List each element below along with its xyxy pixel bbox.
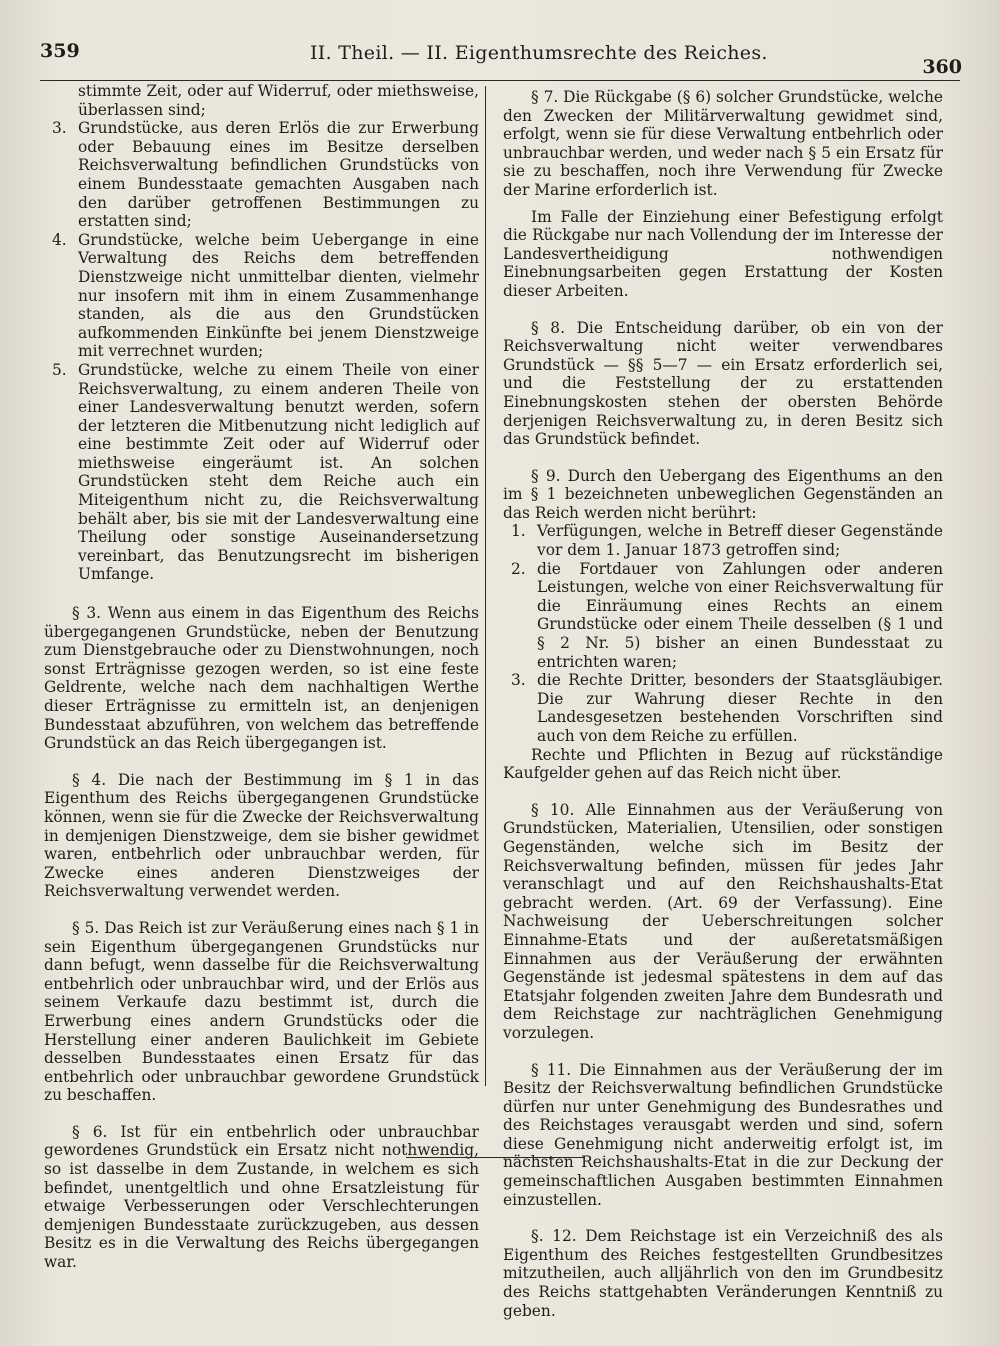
section-9-continued: Rechte und Pflichten in Bezug auf rückständige Kaufgelder gehen auf das Reich nicht über. (503, 745, 943, 783)
section-4: § 4. Die nach der Bestimmung im § 1 in das Eigenthum des Reichs übergegangenen Grundstücke können, wenn sie für die Zwecke der Reichsverwaltung in demjenigen Dienstzweige, dem sie bisher gewidmet waren, entbehrlich oder unbrauchbar werden, für Zwecke eines anderen Dienstzweiges der Reichsverwaltung verwendet werden. (44, 770, 479, 901)
item-number: 1. (511, 522, 526, 541)
header-rule (40, 80, 960, 81)
item-text: die Rechte Dritter, besonders der Staatsgläubiger. Die zur Wahrung dieser Rechte in den Landesgesetzen bestehenden Vorschriften sind auch von dem Reiche zu erfüllen. (537, 671, 943, 745)
list-item (503, 560, 943, 672)
page-header (40, 38, 962, 78)
left-column (44, 82, 479, 1272)
section-5: § 5. Das Reich ist zur Veräußerung eines nach § 1 in sein Eigenthum übergegangenen Grundstücks nur dann befugt, wenn dasselbe für die Reichsverwaltung entbehrlich oder unbrauchbar wird, und der Erlös aus seinem Verkaufe dazu bestimmt ist, durch die Erwerbung eines andern Grundstücks oder die Herstellung einer anderen Baulichkeit im Gebiete desselben Bundesstaates einen Ersatz für das entbehrlich oder unbrauchbar gewordene Grundstück zu beschaffen. (44, 918, 479, 1105)
right-column (503, 82, 943, 1320)
item-text: Grundstücke, welche beim Uebergange in eine Verwaltung des Reichs dem betreffenden Dienstzweige nicht unmittelbar dienten, vielmehr nur insofern mit ihm in einem Zusammenhange standen, als die aus den Grundstücken aufkommenden Einkünfte bei jenem Dienstzweige mit verrechnet wurden; (78, 230, 479, 361)
section-10: § 10. Alle Einnahmen aus der Veräußerung von Grundstücken, Materialien, Utensilien, oder sonstigen Gegenständen, welche sich im Besitz der Reichsverwaltung befinden, müssen für jedes Jahr veranschlagt und auf den Reichshaushalts-Etat gebracht werden. (Art. 69 der Verfassung). Eine Nachweisung der Ueberschreitungen solcher Einnahme-Etats und der außeretatsmäßigen Einnahmen aus der Veräußerung der erwähnten Gegenstände ist jedesmal spätestens in dem auf das Etatsjahr folgenden zweiten Jahre dem Bundesrath und dem Reichstage zur nachträglichen Genehmigung vorzulegen. (503, 800, 943, 1042)
item-number: 4. (52, 230, 67, 249)
section-11: § 11. Die Einnahmen aus der Veräußerung der im Besitz der Reichsverwaltung befindlichen Grundstücke dürfen nur unter Genehmigung des Bundesrathes und des Reichstages verausgabt werden und sind, sofern diese Genehmigung nicht anderweitig erfolgt ist, im nächsten Reichshaushalts-Etat in die zur Deckung der gemeinschaftlichen Ausgaben bestimmten Einnahmen einzustellen. (503, 1060, 943, 1209)
list-item (44, 361, 479, 584)
item-text: die Fortdauer von Zahlungen oder anderen Leistungen, welche von einer Reichsverwaltung für die Einräumung eines Rechts an einem Grundstücke oder einem Theile desselben (§ 1 und § 2 Nr. 5) bisher an einen Bundesstaat zu entrichten waren; (537, 559, 943, 671)
section-12: §. 12. Dem Reichstage ist ein Verzeichniß des als Eigenthum des Reiches festgestellten Grundbesitzes mitzutheilen, auch alljährlich von den im Grundbesitz des Reichs stattgehabten Veränderungen Kenntniß zu geben. (503, 1227, 943, 1320)
section-9: § 9. Durch den Uebergang des Eigenthums an den im § 1 bezeichneten unbeweglichen Gegenständen an das Reich werden nicht berührt: (503, 466, 943, 522)
section-6: § 6. Ist für ein entbehrlich oder unbrauchbar gewordenes Grundstück ein Ersatz nicht nothwendig, so ist dasselbe in dem Zustande, in welchem es sich befindet, unentgeltlich und ohne Ersatzleistung für etwaige Verbesserungen oder Verschlechterungen demjenigen Bundesstaate zurückzugeben, aus dessen Besitz es in die Verwaltung des Reichs übergegangen war. (44, 1122, 479, 1272)
item-number: 2. (511, 559, 526, 578)
continued-item: stimmte Zeit, oder auf Widerruf, oder miethsweise, überlassen sind; (78, 82, 479, 119)
section-3: § 3. Wenn aus einem in das Eigenthum des Reichs übergegangenen Grundstücke, neben der Benutzung zum Dienstgebrauche oder zu Dienstwohnungen, noch sonst Erträgnisse gezogen werden, so ist eine feste Geldrente, welche nach dem nachhaltigen Werthe dieser Erträgnisse zu ermitteln ist, an denjenigen Bundesstaat abzuführen, von welchem das betreffende Grundstück an das Reich übergegangen ist. (44, 604, 479, 753)
page-number-right: 360 (922, 56, 962, 78)
list-item (503, 522, 943, 559)
item-number: 3. (511, 671, 526, 690)
list-item (503, 671, 943, 745)
item-text: Verfügungen, welche in Betreff dieser Gegenstände vor dem 1. Januar 1873 getroffen sind; (537, 522, 943, 560)
page-number-left: 359 (40, 40, 80, 62)
running-title: II. Theil. — II. Eigenthumsrechte des Reiches. (310, 42, 768, 64)
section-7: § 7. Die Rückgabe (§ 6) solcher Grundstücke, welche den Zwecken der Militärverwaltung gewidmet sind, erfolgt, wenn sie für diese Verwaltung entbehrlich oder unbrauchbar werden, und weder nach § 5 ein Ersatz für sie zu beschaffen, noch ihre Verwendung für Zwecke der Marine erforderlich ist. (503, 88, 944, 199)
section-7-continued: Im Falle der Einziehung einer Befestigung erfolgt die Rückgabe nur nach Vollendung der im Interesse der Landesvertheidigung nothwendigen Einebnungsarbeiten gegen Erstattung der Kosten dieser Arbeiten. (503, 207, 943, 300)
item-text: Grundstücke, welche zu einem Theile von einer Reichsverwaltung, zu einem anderen Theile von einer Landesverwaltung benutzt werden, sofern der letzteren die Mitbenutzung nicht lediglich auf eine bestimmte Zeit oder auf Widerruf oder miethsweise eingeräumt ist. An solchen Grundstücken steht dem Reiche auch ein Miteigenthum nicht zu, die Reichsverwaltung behält aber, bis sie mit der Landesverwaltung eine Theilung oder sonstige Auseinandersetzung vereinbart, das Benutzungsrecht im bisherigen Umfange. (78, 360, 479, 584)
item-number: 5. (52, 360, 67, 379)
section-8: § 8. Die Entscheidung darüber, ob ein von der Reichsverwaltung nicht weiter verwendbares Grundstück — §§ 5—7 — ein Ersatz erforderlich sei, und die Feststellung der zu erstattenden Einebnungskosten stehen der obersten Behörde derjenigen Reichsverwaltung zu, in deren Besitz sich das Grundstück befindet. (503, 318, 943, 449)
column-divider (485, 86, 486, 1086)
closing-rule (406, 1157, 584, 1158)
item-number: 3. (52, 119, 67, 138)
list-item (44, 231, 479, 361)
list-item (44, 119, 479, 231)
item-text: Grundstücke, aus deren Erlös die zur Erwerbung oder Bebauung eines im Besitze derselben Reichsverwaltung befindlichen Grundstücks von einem Bundesstaate gemachten Ausgaben nach den darüber getroffenen Bestimmungen zu erstatten sind; (78, 119, 479, 231)
